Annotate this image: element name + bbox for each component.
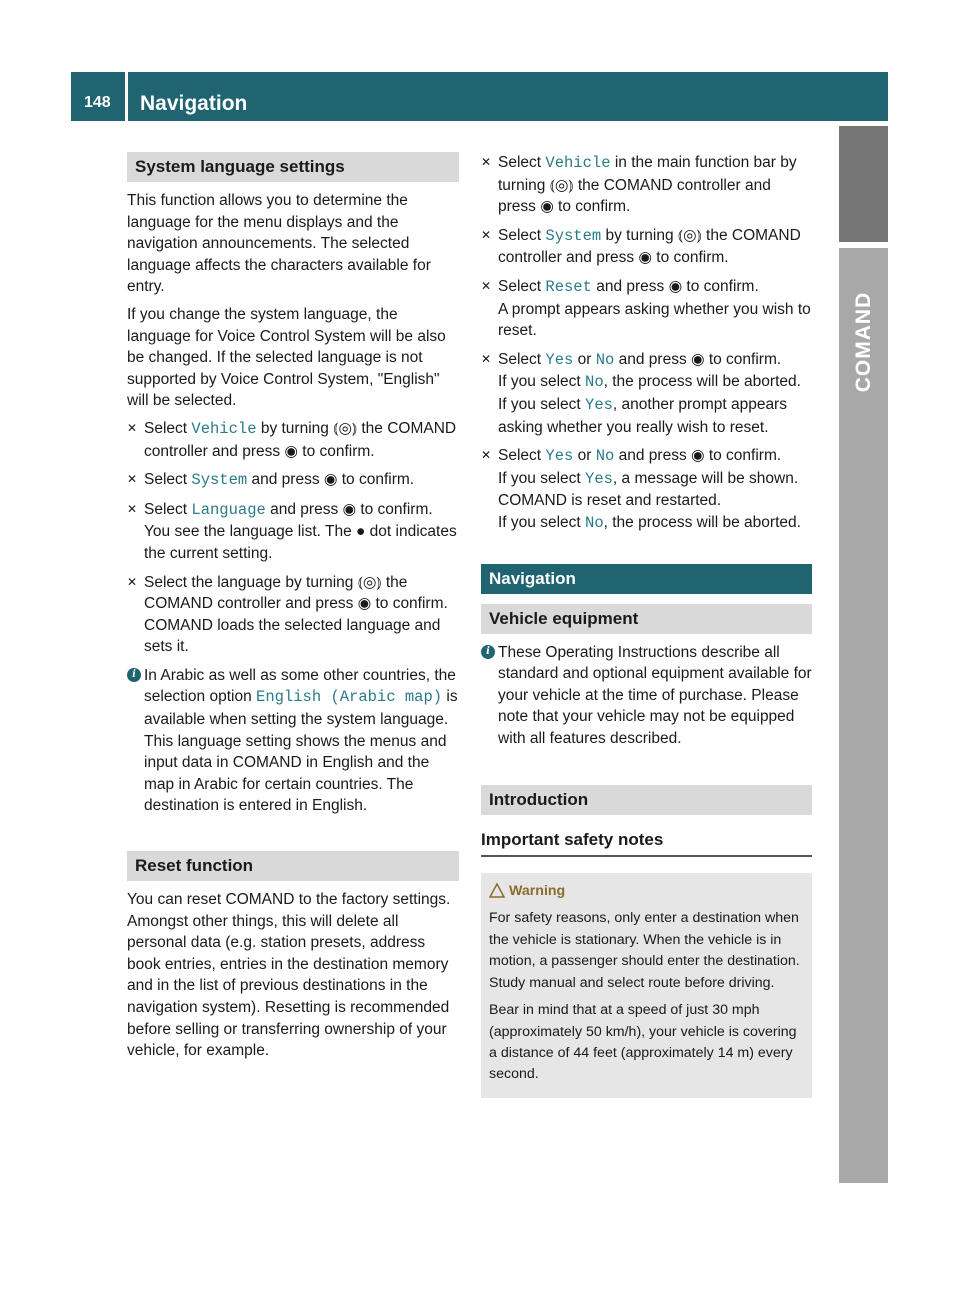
menu-item-vehicle: Vehicle bbox=[191, 419, 257, 438]
step-reset-select-system: ✕ Select System by turning ⦅◎⦆ the COMAND controller and press ◉ to confirm. bbox=[481, 226, 801, 267]
navigation-heading: Navigation bbox=[481, 564, 812, 594]
reset-function-para: You can reset COMAND to the factory settings. Amongst other things, this will delete all personal data (e.g. station presets, address book entries, entries in the destination memory and in the list of previous destinations in the navigation system). Resetting is recommended before selling or transferring ownership of your vehicle, for example. bbox=[127, 891, 451, 1060]
step-reset-result: A prompt appears asking whether you wish to reset. bbox=[498, 300, 811, 340]
right-column bbox=[481, 152, 812, 1098]
step-arrow-icon: ✕ bbox=[481, 227, 492, 242]
step-reset-select-vehicle: ✕ Select Vehicle in the main function bar by turning ⦅◎⦆ the COMAND controller and press ◉ to confirm. bbox=[481, 154, 797, 216]
option-no: No bbox=[595, 350, 615, 369]
page-title: Navigation bbox=[140, 92, 248, 115]
option-yes: Yes bbox=[585, 395, 613, 414]
step-arrow-icon: ✕ bbox=[127, 501, 138, 516]
menu-item-system: System bbox=[191, 471, 248, 490]
page-number: 148 bbox=[84, 94, 111, 111]
step-confirm-second: ✕ Select Yes or No and press ◉ to confirm. If you select Yes, a message will be shown. COMAND is reset and restarted. If you select No, the process will be aborted. bbox=[481, 447, 801, 532]
step-arrow-icon: ✕ bbox=[481, 155, 492, 169]
info-icon: i bbox=[481, 645, 495, 659]
reset-function-heading: Reset function bbox=[127, 851, 459, 881]
step-arrow-icon: ✕ bbox=[481, 278, 492, 293]
step-confirm-first: ✕ Select Yes or No and press ◉ to confirm. If you select No, the process will be aborted. If you select Yes, another prompt appears asking whether you really wish to reset. bbox=[481, 350, 801, 436]
step-choose-language: ✕ Select the language by turning ⦅◎⦆ the COMAND controller and press ◉ to confirm. COMAND loads the selected language and sets it. bbox=[127, 573, 448, 656]
menu-item-system: System bbox=[545, 226, 602, 245]
option-no: No bbox=[595, 447, 615, 466]
safety-notes-heading: Important safety notes bbox=[481, 829, 812, 857]
step-select-system: ✕ Select System and press ◉ to confirm. bbox=[127, 471, 415, 490]
menu-item-language: Language bbox=[191, 500, 266, 519]
step-arrow-icon: ✕ bbox=[481, 351, 492, 366]
step-select-vehicle: ✕ Select Vehicle by turning ⦅◎⦆ the COMAND controller and press ◉ to confirm. bbox=[127, 419, 457, 460]
menu-item-reset: Reset bbox=[545, 277, 592, 296]
option-yes: Yes bbox=[545, 447, 574, 466]
vehicle-equipment-heading: Vehicle equipment bbox=[481, 604, 812, 634]
info-arabic-map: i In Arabic as well as some other countries, the selection option English (Arabic map) is available when setting the system language. This language setting shows the menus and input data in COMAND in English and the map in Arabic for certain countries. The destination is entered in English. bbox=[127, 665, 459, 817]
introduction-heading: Introduction bbox=[481, 785, 812, 815]
step-select-language: ✕ Select Language and press ◉ to confirm. You see the language list. The ● dot indicates the current setting. bbox=[127, 500, 457, 562]
option-no: No bbox=[585, 373, 604, 392]
step-arrow-icon: ✕ bbox=[127, 420, 138, 435]
menu-item-vehicle: Vehicle bbox=[545, 154, 611, 172]
system-language-para2: If you change the system language, the language for Voice Control System will be also be changed. If the selected language is not supported by Voice Control System, "English" will be selected. bbox=[127, 305, 446, 410]
option-yes: Yes bbox=[585, 469, 613, 488]
step-arrow-icon: ✕ bbox=[127, 574, 138, 589]
header-divider bbox=[125, 72, 128, 121]
step-language-result: You see the language list. The ● dot indicates the current setting. bbox=[144, 523, 457, 562]
system-language-para1: This function allows you to determine the language for the menu displays and the navigation announcements. The selected language affects the characters available for entry. bbox=[127, 192, 431, 296]
option-english-arabic-map: English (Arabic map) bbox=[256, 688, 443, 707]
system-language-heading: System language settings bbox=[127, 152, 459, 182]
warning-para1: For safety reasons, only enter a destination when the vehicle is stationary. When the vehicle is in motion, a passenger should enter the destination. Study manual and select route before driving. bbox=[489, 910, 800, 991]
warning-para2: Bear in mind that at a speed of just 30 mph (approximately 50 km/h), your vehicle is covering a distance of 44 feet (approximately 14 m) every second. bbox=[489, 1002, 797, 1083]
option-yes: Yes bbox=[545, 350, 574, 369]
warning-box bbox=[481, 873, 812, 1098]
info-vehicle-equipment: i These Operating Instructions describe all standard and optional equipment available for your vehicle at the time of purchase. Please note that your vehicle may not be equipped with all features described. bbox=[481, 642, 812, 750]
step-arrow-icon: ✕ bbox=[481, 448, 492, 463]
step-choose-result: COMAND loads the selected language and sets it. bbox=[144, 616, 441, 656]
side-tab-upper bbox=[839, 126, 888, 242]
side-tab-label: COMAND bbox=[852, 291, 875, 393]
warning-triangle-icon bbox=[489, 883, 505, 898]
info-icon: i bbox=[127, 668, 141, 682]
warning-title: Warning bbox=[489, 881, 804, 902]
step-select-reset: ✕ Select Reset and press ◉ to confirm. A prompt appears asking whether you wish to reset. bbox=[481, 277, 811, 340]
step-arrow-icon: ✕ bbox=[127, 472, 138, 487]
left-column bbox=[127, 152, 459, 1068]
option-no: No bbox=[585, 513, 604, 532]
side-tab bbox=[839, 126, 888, 1183]
page-header bbox=[71, 72, 888, 121]
